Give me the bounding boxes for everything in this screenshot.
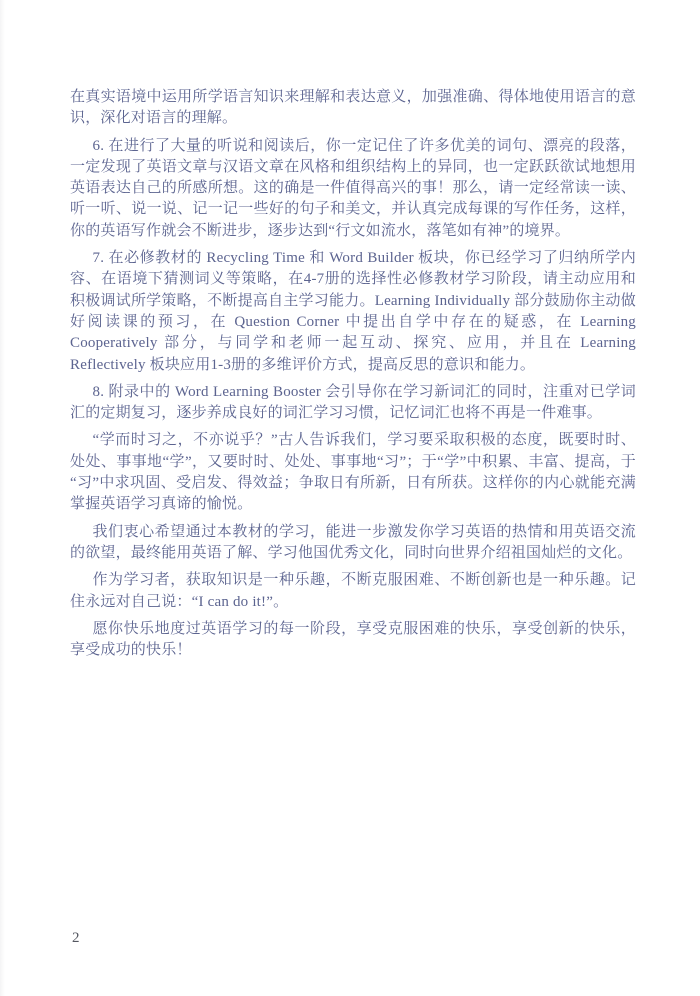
paragraph: 愿你快乐地度过英语学习的每一阶段，享受克服困难的快乐，享受创新的快乐，享受成功的快乐！ <box>70 620 636 659</box>
paragraph: 7. 在必修教材的 Recycling Time 和 Word Builder 板块，你已经学习了归纳所学内容、在语境下猜测词义等策略，在4-7册的选择性必修教材学习阶段，请主动应用和积极调试所学策略，不断提高自主学习能力。Learning Individually 部分鼓励你主动做好阅读课的预习，在 Question Corner 中提出自学中存在的疑惑，在 Learning Cooperatively 部分，与同学和老师一起互动、探究、应用，并且在 Learning Reflectively 板块应用1-3册的多维评价方式，提高反思的意识和能力。 <box>70 250 636 373</box>
scan-edge-shadow <box>0 0 5 996</box>
paragraph: “学而时习之，不亦说乎？”古人告诉我们，学习要采取积极的态度，既要时时、处处、事事地“学”，又要时时、处处、事事地“习”；于“学”中积累、丰富、提高，于“习”中求巩固、受启发、得效益；争取日有所新，日有所获。这样你的内心就能充满掌握英语学习真谛的愉悦。 <box>70 432 636 513</box>
page-content <box>70 87 636 667</box>
page-number: 2 <box>72 930 80 946</box>
paragraph: 8. 附录中的 Word Learning Booster 会引导你在学习新词汇的同时，注重对已学词汇的定期复习，逐步养成良好的词汇学习习惯，记忆词汇也将不再是一件难事。 <box>70 383 636 422</box>
paragraph: 作为学习者，获取知识是一种乐趣，不断克服困难、不断创新也是一种乐趣。记住永远对自己说：“I can do it!”。 <box>70 572 636 610</box>
paragraph: 6. 在进行了大量的听说和阅读后，你一定记住了许多优美的词句、漂亮的段落，一定发现了英语文章与汉语文章在风格和组织结构上的异同，也一定跃跃欲试地想用英语表达自己的所感所想。这的确是一件值得高兴的事！那么，请一定经常读一读、听一听、说一说、记一记一些好的句子和美文，并认真完成每课的写作任务，这样，你的英语写作就会不断进步，逐步达到“行文如流水，落笔如有神”的境界。 <box>70 137 636 239</box>
paragraph: 我们衷心希望通过本教材的学习，能进一步激发你学习英语的热情和用英语交流的欲望，最终能用英语了解、学习他国优秀文化，同时向世界介绍祖国灿烂的文化。 <box>70 523 636 561</box>
paragraph: 在真实语境中运用所学语言知识来理解和表达意义，加强准确、得体地使用语言的意识，深化对语言的理解。 <box>70 89 636 127</box>
